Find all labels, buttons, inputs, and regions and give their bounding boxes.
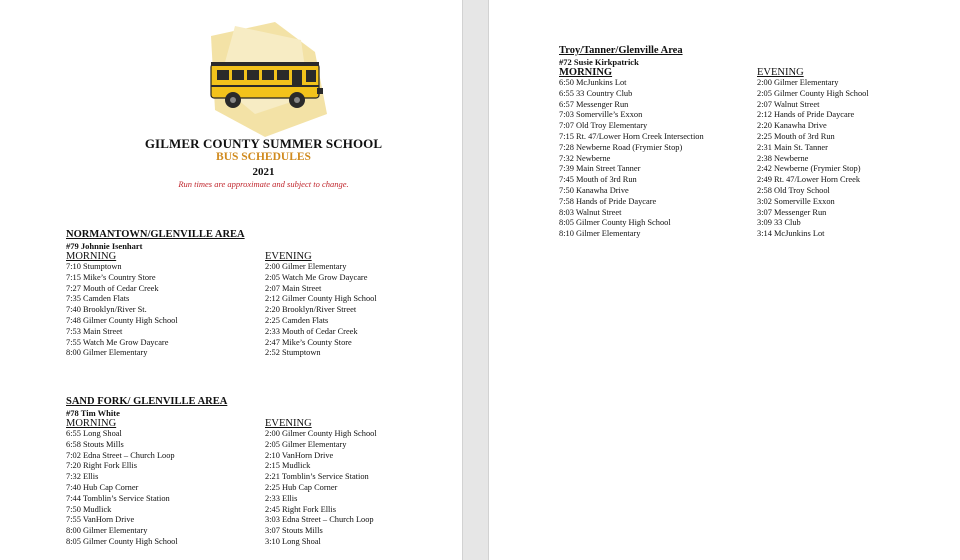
schedule-stop: 2:49 Rt. 47/Lower Horn Creek <box>757 175 861 185</box>
schedule-stop: 2:33 Ellis <box>265 493 298 503</box>
schedule-stop: 6:58 Stouts Mills <box>66 439 124 449</box>
evening-heading: EVENING <box>265 251 312 262</box>
schedule-stop: 6:55 33 Country Club <box>559 88 633 98</box>
schedule-stop: 7:15 Rt. 47/Lower Horn Creek Intersection <box>559 131 704 141</box>
document-title: GILMER COUNTY SUMMER SCHOOL <box>144 136 383 151</box>
schedule-stop: 6:50 McJunkins Lot <box>559 78 627 87</box>
schedule-stop: 2:45 Right Fork Ellis <box>265 504 336 514</box>
page-gutter <box>462 0 489 560</box>
route-bus-driver: #72 Susie Kirkpatrick <box>559 57 639 67</box>
schedule-stop: 7:40 Hub Cap Corner <box>66 482 139 492</box>
schedule-stop: 2:25 Camden Flats <box>265 315 329 325</box>
schedule-stop: 2:20 Brooklyn/River Street <box>265 305 357 315</box>
evening-column <box>265 418 377 548</box>
school-bus-logo <box>205 22 327 137</box>
schedule-stop: 2:58 Old Troy School <box>757 185 830 195</box>
schedule-stop: 7:32 Newberne <box>559 153 611 163</box>
schedule-stop: 6:57 Messenger Run <box>559 99 629 109</box>
schedule-stop: 8:05 Gilmer County High School <box>66 536 178 546</box>
schedule-stop: 2:12 Hands of Pride Daycare <box>757 110 855 120</box>
schedule-stop: 2:52 Stumptown <box>265 348 321 358</box>
document-year: 2021 <box>252 166 275 178</box>
schedule-stop: 7:07 Old Troy Elementary <box>559 121 648 131</box>
schedule-stop: 3:14 McJunkins Lot <box>757 229 825 239</box>
schedule-stop: 2:00 Gilmer Elementary <box>265 262 347 271</box>
schedule-stop: 7:03 Somerville’s Exxon <box>559 110 643 120</box>
schedule-stop: 7:35 Camden Flats <box>66 294 130 304</box>
schedule-stop: 2:05 Watch Me Grow Daycare <box>265 272 368 282</box>
schedule-stop: 3:03 Edna Street – Church Loop <box>265 515 374 525</box>
schedule-stop: 7:10 Stumptown <box>66 262 122 271</box>
schedule-stop: 2:07 Walnut Street <box>757 99 820 109</box>
schedule-stop: 3:10 Long Shoal <box>265 536 321 546</box>
schedule-stop: 2:05 Gilmer County High School <box>757 88 869 98</box>
schedule-stop: 7:55 Watch Me Grow Daycare <box>66 337 169 347</box>
document-subtitle: BUS SCHEDULES <box>216 151 311 163</box>
route-section-sandfork <box>66 396 377 548</box>
schedule-stop: 8:00 Gilmer Elementary <box>66 348 148 358</box>
schedule-stop: 8:10 Gilmer Elementary <box>559 229 641 239</box>
schedule-stop: 2:20 Kanawha Drive <box>757 121 827 131</box>
route-bus-driver: #78 Tim White <box>66 408 120 418</box>
schedule-stop: 2:12 Gilmer County High School <box>265 294 377 304</box>
schedule-stop: 6:55 Long Shoal <box>66 429 122 438</box>
route-title: Troy/Tanner/Glenville Area <box>559 45 683 56</box>
schedule-stop: 3:09 33 Club <box>757 218 801 228</box>
schedule-stop: 2:42 Newberne (Frymier Stop) <box>757 164 861 174</box>
schedule-stop: 8:00 Gilmer Elementary <box>66 526 148 536</box>
morning-column <box>559 67 704 240</box>
schedule-stop: 2:33 Mouth of Cedar Creek <box>265 326 358 336</box>
schedule-stop: 7:02 Edna Street – Church Loop <box>66 450 175 460</box>
schedule-stop: 7:28 Newberne Road (Frymier Stop) <box>559 142 683 152</box>
schedule-stop: 7:58 Hands of Pride Daycare <box>559 196 657 206</box>
schedule-stop: 8:03 Walnut Street <box>559 207 622 217</box>
schedule-stop: 8:05 Gilmer County High School <box>559 218 671 228</box>
schedule-stop: 2:10 VanHorn Drive <box>265 450 334 460</box>
schedule-stop: 7:50 Kanawha Drive <box>559 185 629 195</box>
schedule-stop: 7:44 Tomblin’s Service Station <box>66 493 170 503</box>
schedule-stop: 2:38 Newberne <box>757 153 809 163</box>
schedule-stop: 3:02 Somerville Exxon <box>757 196 835 206</box>
schedule-stop: 7:40 Brooklyn/River St. <box>66 305 147 315</box>
schedule-stop: 2:31 Main St. Tanner <box>757 142 828 152</box>
schedule-stop: 7:39 Main Street Tanner <box>559 164 641 174</box>
schedule-stop: 7:53 Main Street <box>66 326 123 336</box>
schedule-stop: 2:47 Mike’s County Store <box>265 337 352 347</box>
route-section-normantown <box>66 229 377 381</box>
document-page-right <box>489 0 960 560</box>
morning-heading: MORNING <box>66 418 117 429</box>
schedule-stop: 2:05 Gilmer Elementary <box>265 439 347 449</box>
route-section-troy <box>559 45 869 267</box>
route-bus-driver: #79 Johnnie Isenhart <box>66 241 143 251</box>
schedule-stop: 3:07 Messenger Run <box>757 207 827 217</box>
morning-heading: MORNING <box>66 251 117 262</box>
morning-column <box>66 251 178 359</box>
schedule-stop: 2:15 Mudlick <box>265 461 311 471</box>
schedule-stop: 2:21 Tomblin’s Service Station <box>265 472 369 482</box>
schedule-stop: 2:25 Mouth of 3rd Run <box>757 131 835 141</box>
schedule-stop: 3:07 Stouts Mills <box>265 526 323 536</box>
evening-heading: EVENING <box>757 67 804 78</box>
schedule-stop: 7:20 Right Fork Ellis <box>66 461 137 471</box>
schedule-stop: 2:25 Hub Cap Corner <box>265 482 338 492</box>
schedule-stop: 7:50 Mudlick <box>66 504 112 514</box>
morning-heading: MORNING <box>559 67 613 78</box>
schedule-stop: 7:15 Mike’s Country Store <box>66 272 156 282</box>
schedule-stop: 7:55 VanHorn Drive <box>66 515 135 525</box>
evening-heading: EVENING <box>265 418 312 429</box>
evening-column <box>757 67 869 240</box>
route-title: NORMANTOWN/GLENVILLE AREA <box>66 229 245 240</box>
schedule-stop: 7:48 Gilmer County High School <box>66 315 178 325</box>
morning-column <box>66 418 178 548</box>
disclaimer-note: Run times are approximate and subject to change. <box>178 179 349 189</box>
schedule-stop: 2:00 Gilmer Elementary <box>757 78 839 87</box>
document-page-left <box>0 0 462 560</box>
route-title: SAND FORK/ GLENVILLE AREA <box>66 396 228 407</box>
schedule-stop: 2:07 Main Street <box>265 283 322 293</box>
schedule-stop: 7:45 Mouth of 3rd Run <box>559 175 637 185</box>
schedule-stop: 7:27 Mouth of Cedar Creek <box>66 283 159 293</box>
schedule-stop: 2:00 Gilmer County High School <box>265 429 377 438</box>
schedule-stop: 7:32 Ellis <box>66 472 99 482</box>
evening-column <box>265 251 377 359</box>
